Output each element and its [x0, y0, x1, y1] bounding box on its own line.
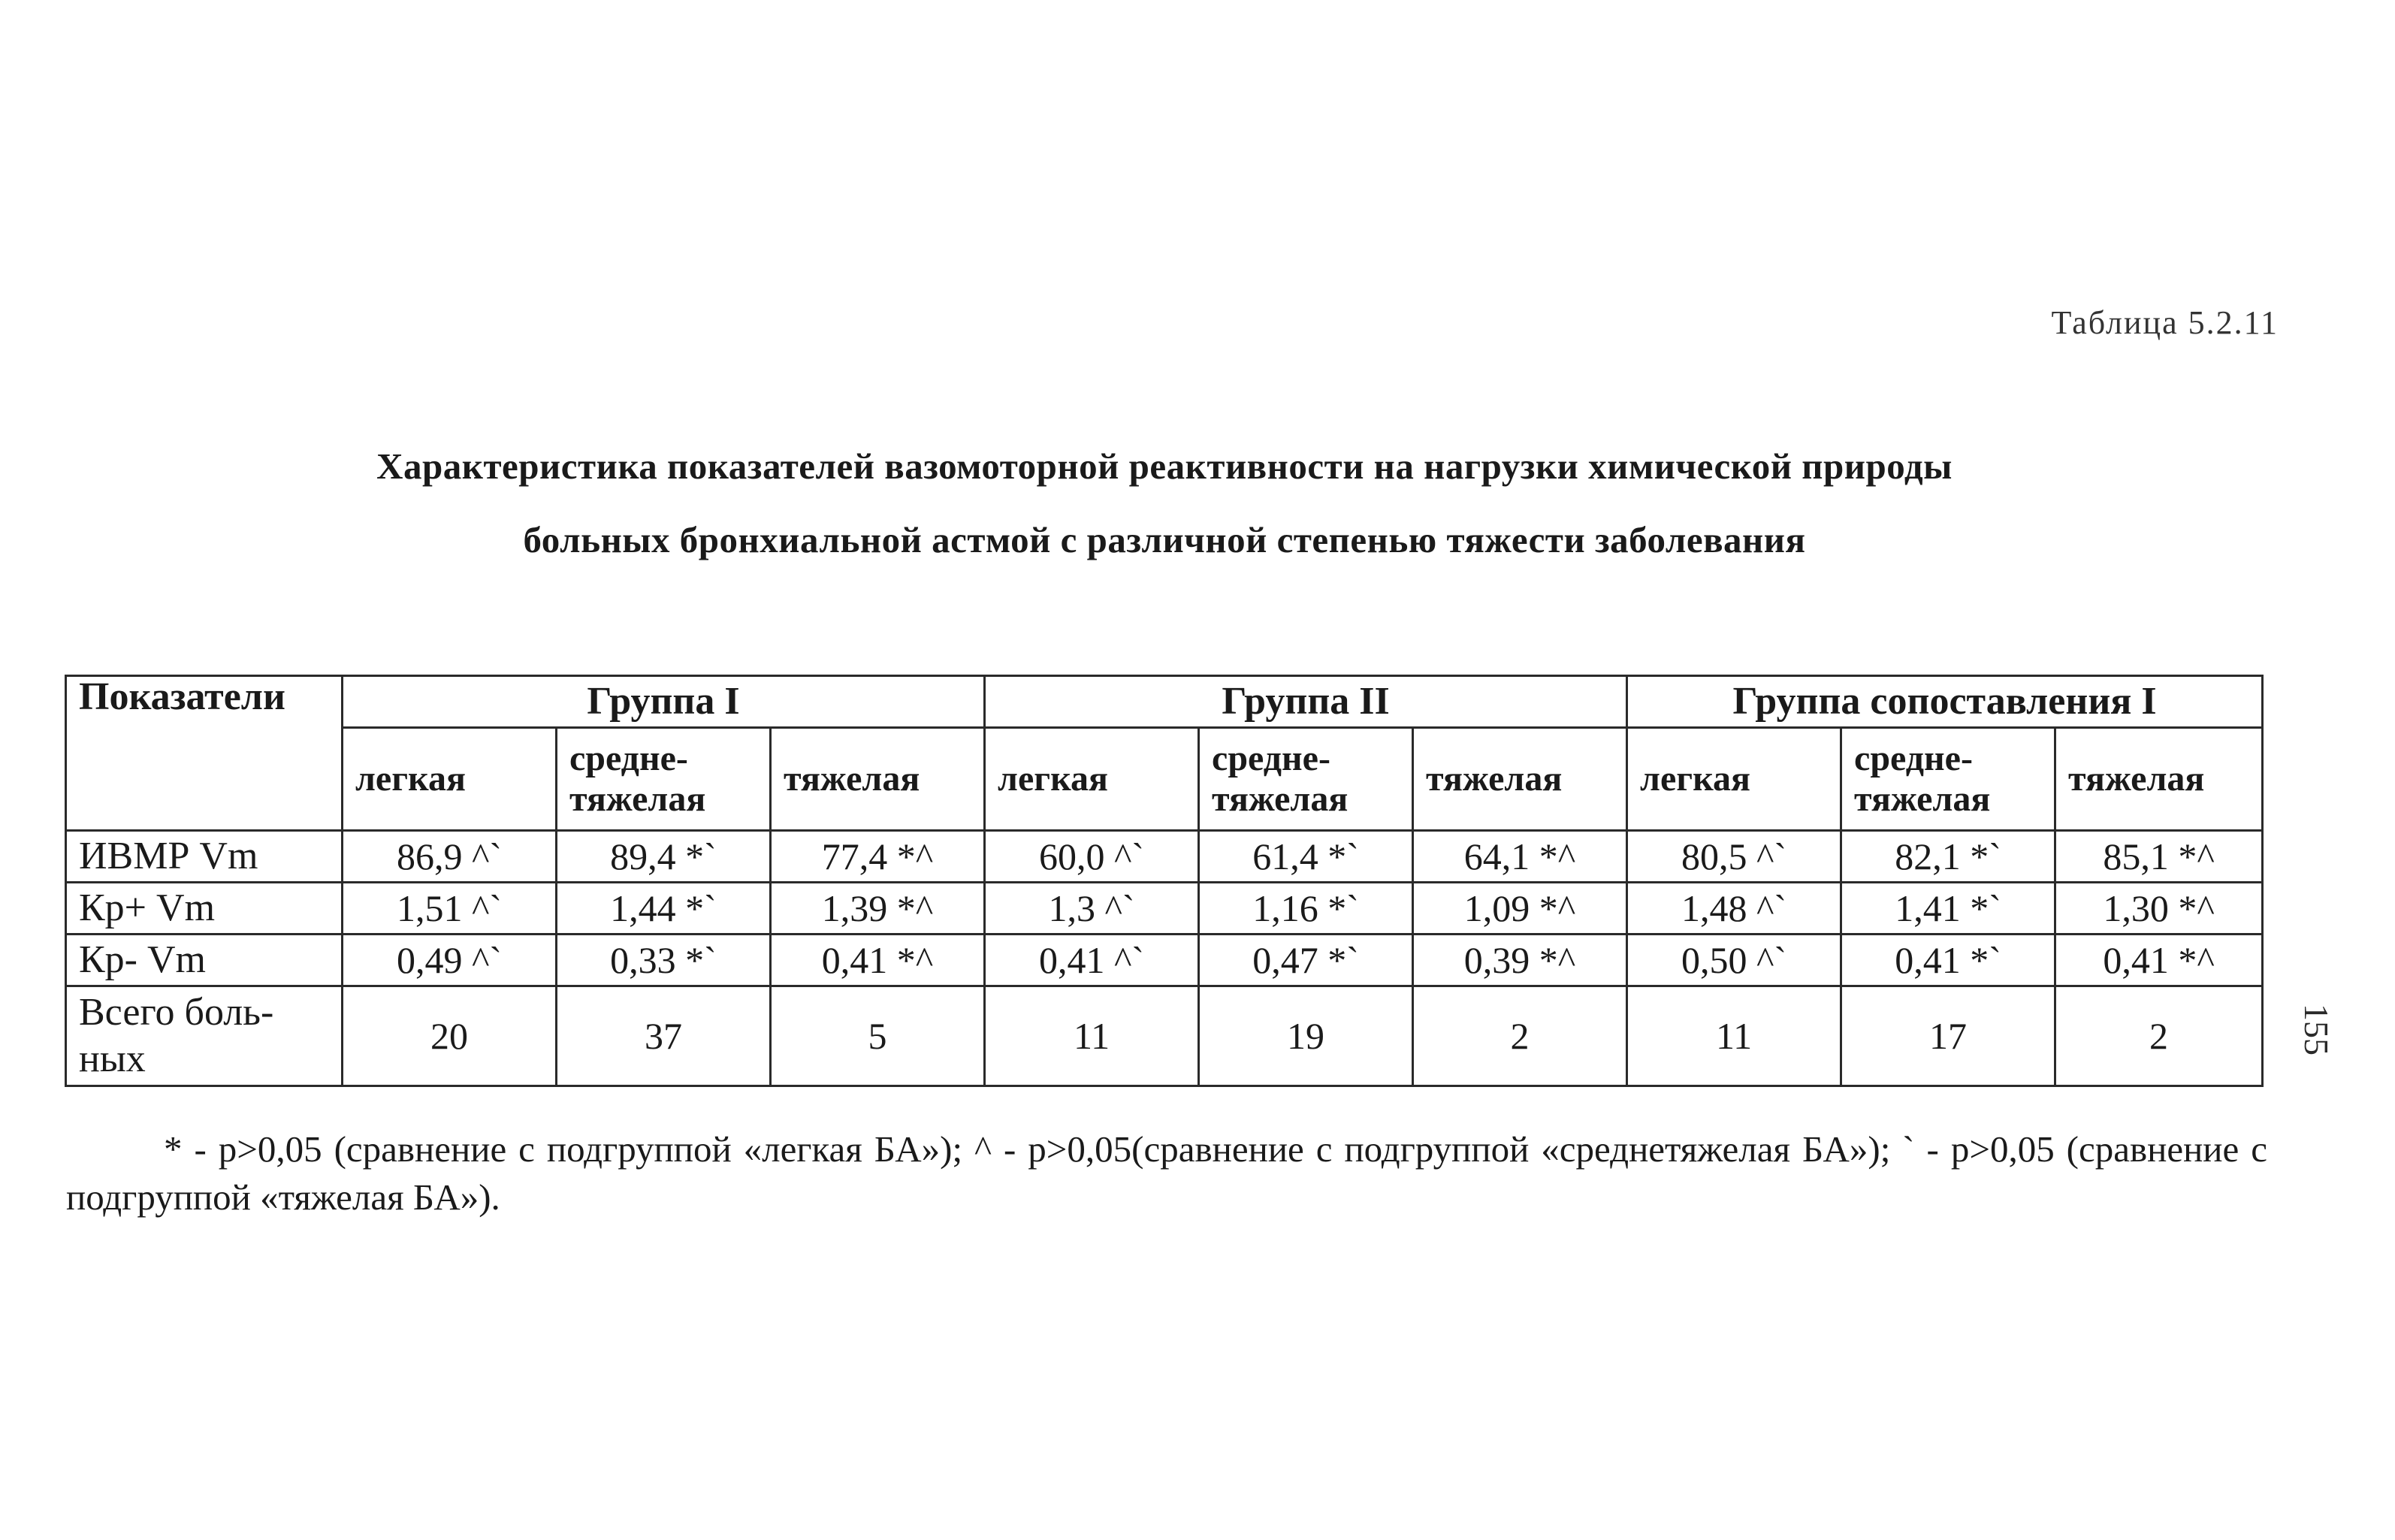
- sub-header-moderate: средне- тяжелая: [1199, 728, 1413, 831]
- table-cell: 0,41 *^: [771, 935, 985, 986]
- table-row: [66, 935, 2263, 986]
- table-cell: 0,50 ^`: [1627, 935, 1841, 986]
- table-cell: 85,1 *^: [2055, 831, 2263, 883]
- table-cell: 61,4 *`: [1199, 831, 1413, 883]
- sub-header-moderate: средне- тяжелая: [557, 728, 771, 831]
- table-cell: 0,39 *^: [1413, 935, 1627, 986]
- table-cell: 1,39 *^: [771, 883, 985, 935]
- table-cell: 19: [1199, 986, 1413, 1086]
- sub-header-severe: тяжелая: [2055, 728, 2263, 831]
- page-number: 155: [2297, 1004, 2336, 1055]
- group-header-2: Группа II: [985, 676, 1627, 728]
- table-cell: 0,47 *`: [1199, 935, 1413, 986]
- table-cell: 64,1 *^: [1413, 831, 1627, 883]
- table-cell: 17: [1841, 986, 2055, 1086]
- sub-header-mild: легкая: [343, 728, 557, 831]
- group-header-comparison: Группа сопоставления I: [1627, 676, 2263, 728]
- table-cell: 2: [2055, 986, 2263, 1086]
- row-label: Кр+ Vm: [66, 883, 343, 935]
- table-row: [66, 883, 2263, 935]
- footnote: * - p>0,05 (сравнение с подгруппой «легкая БА»); ^ - p>0,05(сравнение с подгруппой «среднетяжелая БА»); ` - p>0,05 (сравнение с подгруппой «тяжелая БА»).: [66, 1128, 2267, 1218]
- sub-header-mild: легкая: [1627, 728, 1841, 831]
- table-cell: 1,3 ^`: [985, 883, 1199, 935]
- table-cell: 60,0 ^`: [985, 831, 1199, 883]
- column-header-indicators: Показатели: [66, 676, 343, 831]
- table-number: Таблица 5.2.11: [2051, 304, 2279, 341]
- data-table: [65, 675, 2264, 1087]
- table-cell: 89,4 *`: [557, 831, 771, 883]
- table-cell: 2: [1413, 986, 1627, 1086]
- table-row: [66, 986, 2263, 1086]
- sub-header-severe: тяжелая: [1413, 728, 1627, 831]
- group-header-1: Группа I: [343, 676, 985, 728]
- sub-header-severe: тяжелая: [771, 728, 985, 831]
- table-cell: 80,5 ^`: [1627, 831, 1841, 883]
- table-cell: 77,4 *^: [771, 831, 985, 883]
- table-cell: 1,16 *`: [1199, 883, 1413, 935]
- row-label: Всего боль- ных: [66, 986, 343, 1086]
- table-cell: 0,49 ^`: [343, 935, 557, 986]
- table-cell: 0,41 *^: [2055, 935, 2263, 986]
- table-cell: 1,48 ^`: [1627, 883, 1841, 935]
- table-cell: 0,33 *`: [557, 935, 771, 986]
- table-cell: 37: [557, 986, 771, 1086]
- table-cell: 86,9 ^`: [343, 831, 557, 883]
- group-header-row: [66, 676, 2263, 728]
- table-cell: 0,41 *`: [1841, 935, 2055, 986]
- row-label: ИВМР Vm: [66, 831, 343, 883]
- table-title-line-1: Характеристика показателей вазомоторной реактивности на нагрузки химической природы: [376, 445, 1953, 487]
- table-cell: 1,09 *^: [1413, 883, 1627, 935]
- sub-header-mild: легкая: [985, 728, 1199, 831]
- table-cell: 82,1 *`: [1841, 831, 2055, 883]
- table-cell: 1,30 *^: [2055, 883, 2263, 935]
- row-label: Кр- Vm: [66, 935, 343, 986]
- table-cell: 1,44 *`: [557, 883, 771, 935]
- table-cell: 20: [343, 986, 557, 1086]
- table-cell: 0,41 ^`: [985, 935, 1199, 986]
- table-cell: 5: [771, 986, 985, 1086]
- table-cell: 11: [985, 986, 1199, 1086]
- table-cell: 1,41 *`: [1841, 883, 2055, 935]
- table-title-line-2: больных бронхиальной астмой с различной степенью тяжести заболевания: [523, 519, 1806, 560]
- sub-header-row: [66, 728, 2263, 831]
- table-row: [66, 831, 2263, 883]
- sub-header-moderate: средне- тяжелая: [1841, 728, 2055, 831]
- table-cell: 11: [1627, 986, 1841, 1086]
- table-cell: 1,51 ^`: [343, 883, 557, 935]
